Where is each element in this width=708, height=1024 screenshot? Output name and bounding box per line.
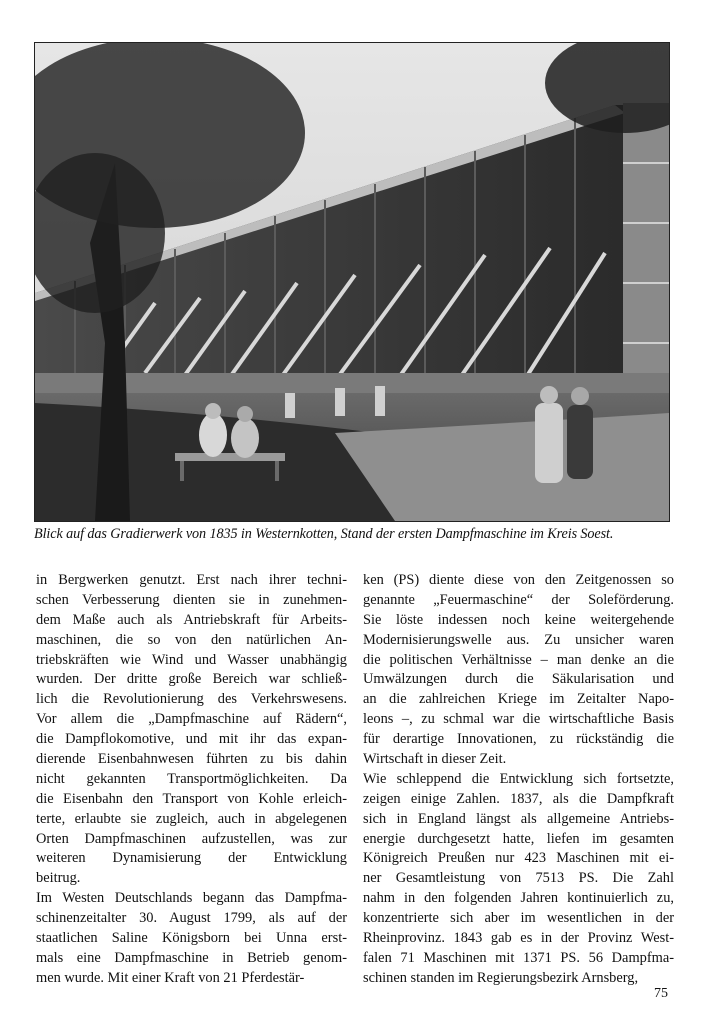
text-line: die Dampflokomotive, und mit ihr das expan- [36, 731, 347, 748]
text-line: mals eine Dampfmaschine in Betrieb genom- [36, 949, 347, 966]
text-line: energie durchgesetzt hatte, liefen im gesamten [363, 830, 674, 847]
text-line: für derartige Innovationen, zu rückständig die [363, 731, 674, 748]
text-line: nicht gekannten Transportmöglichkeiten. Da [36, 770, 347, 787]
text-line: Wie schleppend die Entwicklung sich fortsetzte, [363, 770, 674, 787]
text-line: lich die Revolutionierung des Verkehrswesens. [36, 691, 347, 708]
text-line: an die zahlreichen Kriege im Zeitalter Napo- [363, 691, 674, 708]
text-line: men wurde. Mit einer Kraft von 21 Pferdestär- [36, 969, 305, 986]
text-line: Im Westen Deutschlands begann das Dampfma- [36, 890, 347, 907]
text-column-left [36, 571, 347, 989]
text-line: falen 71 Maschinen mit 1371 PS. 56 Dampfma- [363, 949, 674, 966]
text-line: Sie löste indessen noch keine weitergehende [363, 611, 674, 628]
text-line: schinen standen im Regierungsbezirk Arnsberg, [363, 969, 639, 986]
text-line: Modernisierungswelle aus. Zu unsicher waren [363, 631, 674, 648]
text-line: in Bergwerken genutzt. Erst nach ihrer techni- [36, 572, 347, 588]
text-line: konzentrierte sich aber im wesentlichen in der [363, 910, 674, 927]
text-line: beitrug. [36, 870, 81, 887]
text-line: nahm in den folgenden Jahren kontinuierlich zu, [363, 890, 674, 907]
text-line: staatlichen Saline Königsborn bei Unna erst- [36, 930, 347, 947]
text-line: terte, erlaubte sie zugleich, auch in abgelegenen [36, 810, 347, 827]
text-line: weiteren Dynamisierung der Entwicklung [36, 850, 347, 867]
text-line: die Eisenbahn den Transport von Kohle erleich- [36, 790, 347, 807]
page-number: 75 [654, 986, 668, 1001]
text-line: dem Maße auch als Antriebskraft für Arbeits- [36, 611, 347, 628]
text-line: genannte „Feuermaschine“ der Soleförderung. [363, 591, 674, 608]
text-line: die politischen Verhältnisse – man denke an die [363, 651, 674, 668]
text-line: dierende Eisenbahnwesen führten zu bis dahin [36, 751, 347, 768]
text-line: triebskräften wie Wind und Wasser unabhängig [36, 651, 347, 668]
text-line: Königreich Preußen nur 423 Maschinen mit ei- [363, 850, 674, 867]
gradierwerk-photo [34, 42, 670, 522]
text-line: schinenzeitalter 30. August 1799, als auf der [36, 910, 347, 927]
text-line: maschinen, die so von den natürlichen An- [36, 631, 347, 648]
text-line: Orten Dampfmaschinen aufzustellen, was zur [36, 830, 347, 847]
text-line: sich in England längst als allgemeine Antriebs- [363, 810, 674, 827]
text-line: schen Verbesserung dienten sie in zunehmen- [36, 591, 347, 608]
text-column-right [363, 571, 674, 989]
photo-caption: Blick auf das Gradierwerk von 1835 in Westernkotten, Stand der ersten Dampfmaschine im Kreis Soest. [34, 526, 614, 542]
text-line: zeigen einige Zahlen. 1837, als die Dampfkraft [363, 790, 674, 807]
text-line: Umwälzungen durch die Säkularisation und [363, 671, 674, 688]
text-line: Wirtschaft in dieser Zeit. [363, 751, 507, 768]
text-line: Rheinprovinz. 1843 gab es in der Provinz West- [363, 930, 674, 947]
text-line: ken (PS) diente diese von den Zeitgenossen so [363, 572, 674, 588]
text-line: Vor allem die „Dampfmaschine auf Rädern“, [36, 711, 347, 728]
text-line: ner Gesamtleistung von 7513 PS. Die Zahl [363, 870, 674, 887]
text-line: leons –, zu schmal war die wirtschaftliche Basis [363, 711, 674, 728]
text-line: wurden. Der dritte große Bereich war schließ- [36, 671, 347, 688]
